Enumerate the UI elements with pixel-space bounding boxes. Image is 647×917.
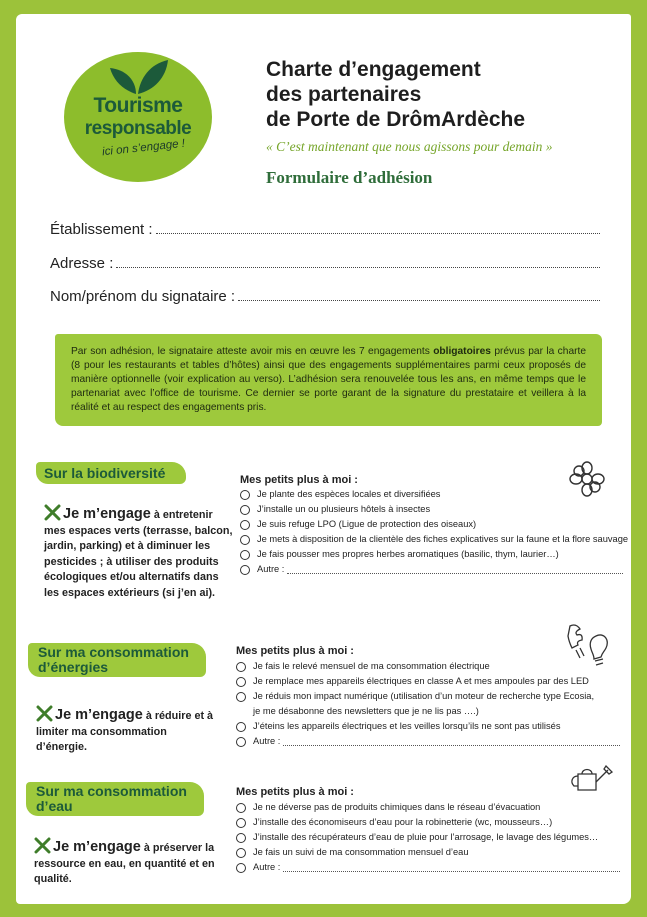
other-input-line[interactable] xyxy=(287,565,623,574)
cross-check-icon[interactable] xyxy=(34,837,51,854)
radio-button[interactable] xyxy=(240,505,250,515)
title-line: Charte d’engagement xyxy=(266,58,481,81)
option-item[interactable]: J’installe des récupérateurs d’eau de pluie pour l’arrosage, le lavage des légumes… xyxy=(236,830,626,845)
option-item[interactable]: Je fais pousser mes propres herbes aromatiques (basilic, thym, laurier…) xyxy=(240,547,628,562)
signatory-label: Nom/prénom du signataire : xyxy=(50,288,236,305)
radio-button[interactable] xyxy=(236,722,246,732)
logo-tagline: ici on s’engage ! xyxy=(101,137,186,159)
option-item-other[interactable]: Autre : xyxy=(236,734,620,749)
options-list-biodiversity xyxy=(240,487,628,577)
radio-button[interactable] xyxy=(236,803,246,813)
radio-button[interactable] xyxy=(240,550,250,560)
option-item[interactable]: J’installe des économiseurs d’eau pour la robinetterie (wc, mousseurs…) xyxy=(236,815,626,830)
light-bulb-icon xyxy=(562,620,614,668)
radio-button[interactable] xyxy=(240,535,250,545)
cross-check-icon[interactable] xyxy=(44,504,61,521)
options-title: Mes petits plus à moi : xyxy=(236,786,354,798)
establishment-input-line[interactable] xyxy=(156,222,600,234)
section-title-water: Sur ma consommation d’eau xyxy=(36,783,187,814)
watering-can-icon xyxy=(568,760,614,796)
address-field[interactable] xyxy=(50,255,600,272)
pledge-energy: Je m’engage à réduire et à limiter ma consommation d’énergie. xyxy=(36,707,214,753)
options-list-energy xyxy=(236,659,616,749)
option-item[interactable]: Je mets à disposition de la clientèle des fiches explicatives sur la faune et la flore sauvage xyxy=(240,532,628,547)
signatory-field[interactable] xyxy=(50,288,600,305)
form-title: Formulaire d’adhésion xyxy=(266,168,433,187)
cross-check-icon[interactable] xyxy=(36,705,53,722)
option-item[interactable]: Je plante des espèces locales et diversifiées xyxy=(240,487,628,502)
option-item[interactable]: J’installe un ou plusieurs hôtels à insectes xyxy=(240,502,628,517)
intro-box xyxy=(55,334,602,426)
tourisme-responsable-logo xyxy=(64,52,212,182)
radio-button[interactable] xyxy=(236,692,246,702)
option-item[interactable]: Je suis refuge LPO (Ligue de protection des oiseaux) xyxy=(240,517,628,532)
signatory-input-line[interactable] xyxy=(238,289,600,301)
address-label: Adresse : xyxy=(50,255,114,272)
section-title-energy: Sur ma consommation d’énergies xyxy=(38,644,189,675)
title-line: de Porte de DrômArdèche xyxy=(266,108,526,131)
radio-button[interactable] xyxy=(236,833,246,843)
radio-button[interactable] xyxy=(240,490,250,500)
title-line: des partenaires xyxy=(266,83,422,106)
other-input-line[interactable] xyxy=(283,863,620,872)
option-item-other[interactable]: Autre : xyxy=(236,860,620,875)
page-title xyxy=(266,57,525,132)
logo-line-1: Tourisme xyxy=(93,94,183,117)
section-title-biodiversity: Sur la biodiversité xyxy=(44,465,166,481)
options-title: Mes petits plus à moi : xyxy=(236,645,354,657)
flower-icon xyxy=(568,460,606,498)
radio-button[interactable] xyxy=(240,565,250,575)
establishment-field[interactable] xyxy=(50,221,600,238)
establishment-label: Établissement : xyxy=(50,221,153,238)
radio-button[interactable] xyxy=(236,737,246,747)
intro-text: Par son adhésion, le signataire atteste avoir mis en œuvre les 7 engagements obligatoires prévus par la charte (8 pour les restaurants et tables d’hôtes) ainsi que des engagements supplémentaires parmi ceux proposés de manière optionnelle (voir explication au verso). L’adhésion sera renouvelée tous les ans, en même temps que le partenariat avec l’office de tourisme. Ce dernier se porte garant de la signature du prestataire et veillera à la réalité et au respect des engagements pris. xyxy=(71,346,586,414)
option-item[interactable]: J’éteins les appareils électriques et les veilles lorsqu’ils ne sont pas utilisés xyxy=(236,719,616,734)
radio-button[interactable] xyxy=(236,818,246,828)
option-item[interactable]: Je réduis mon impact numérique (utilisation d’un moteur de recherche type Ecosia, je me désabonne des newsletters que je ne lis pas ….) xyxy=(236,689,601,719)
option-item[interactable]: Je ne déverse pas de produits chimiques dans le réseau d’évacuation xyxy=(236,800,626,815)
radio-button[interactable] xyxy=(236,863,246,873)
address-input-line[interactable] xyxy=(116,256,600,268)
radio-button[interactable] xyxy=(236,662,246,672)
logo-line-2: responsable xyxy=(84,118,192,139)
option-item[interactable]: Je fais un suivi de ma consommation mensuel d’eau xyxy=(236,845,626,860)
options-title: Mes petits plus à moi : xyxy=(240,474,358,486)
options-list-water xyxy=(236,800,626,875)
pledge-biodiversity: Je m’engage à entretenir mes espaces verts (terrasse, balcon, jardin, parking) et à diminuer les pesticides ; à utiliser des produits écologiques et/ou alternatifs dans les espaces extérieurs (si j’en ai). xyxy=(44,506,233,599)
radio-button[interactable] xyxy=(236,848,246,858)
option-item-other[interactable]: Autre : xyxy=(240,562,623,577)
pledge-water: Je m’engage à préserver la ressource en eau, en quantité et en qualité. xyxy=(34,839,215,885)
leaves-icon xyxy=(106,58,170,96)
other-input-line[interactable] xyxy=(283,737,620,746)
radio-button[interactable] xyxy=(236,677,246,687)
slogan-quote: « C’est maintenant que nous agissons pour demain » xyxy=(266,139,553,154)
radio-button[interactable] xyxy=(240,520,250,530)
option-item[interactable]: Je fais le relevé mensuel de ma consommation électrique xyxy=(236,659,616,674)
option-item[interactable]: Je remplace mes appareils électriques en classe A et mes ampoules par des LED xyxy=(236,674,616,689)
